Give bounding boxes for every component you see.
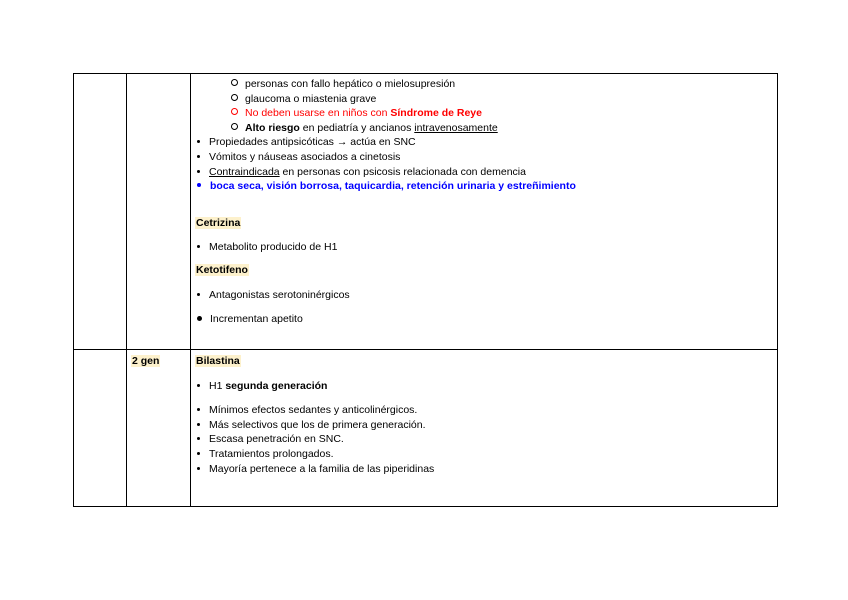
bullet-icon — [197, 384, 200, 387]
table-cell-empty — [74, 74, 127, 350]
table-row — [74, 74, 778, 350]
list-item: Vómitos y náuseas asociados a cinetosis — [195, 150, 773, 165]
table-cell-empty — [74, 350, 127, 507]
bullet-icon — [197, 245, 200, 248]
section-heading-bilastina: Bilastina — [196, 355, 240, 367]
bullet-icon — [197, 408, 200, 411]
table-row — [74, 350, 778, 507]
table-cell-empty — [127, 74, 191, 350]
sub-list-item: No deben usarse en niños con Síndrome de Reye — [195, 106, 773, 121]
circle-bullet-icon — [231, 123, 238, 130]
list-item: Más selectivos que los de primera generación. — [195, 418, 773, 433]
list-item: Tratamientos prolongados. — [195, 447, 773, 462]
list-item: H1 segunda generación — [195, 379, 773, 394]
bullet-icon — [197, 452, 200, 455]
section-heading-cetirizina: Cetrizina — [196, 216, 241, 229]
sub-list-item: glaucoma o miastenia grave — [195, 92, 773, 107]
list-item: boca seca, visión borrosa, taquicardia, retención urinaria y estreñimiento — [195, 179, 773, 194]
section-heading-ketotifeno: Ketotifeno — [196, 263, 248, 276]
table-cell-content — [191, 350, 778, 507]
list-item: Propiedades antipsicóticas → actúa en SNC — [195, 135, 773, 150]
table-cell-content — [191, 74, 778, 350]
table-cell-label — [127, 350, 191, 507]
list-item: Antagonistas serotoninérgicos — [195, 288, 773, 303]
sub-list-item: personas con fallo hepático o mielosupresión — [195, 77, 773, 92]
bullet-icon — [197, 183, 201, 187]
list-item: Metabolito producido de H1 — [195, 240, 773, 255]
bullet-icon — [197, 316, 202, 321]
list-item: Escasa penetración en SNC. — [195, 432, 773, 447]
list-item: Mayoría pertenece a la familia de las piperidinas — [195, 462, 773, 477]
bullet-icon — [197, 437, 200, 440]
bullet-icon — [197, 423, 200, 426]
bullet-icon — [197, 170, 200, 173]
circle-bullet-icon — [231, 94, 238, 101]
bullet-icon — [197, 293, 200, 296]
circle-bullet-icon — [231, 79, 238, 86]
list-item: Contraindicada en personas con psicosis relacionada con demencia — [195, 165, 773, 180]
generation-label: 2 gen — [132, 355, 160, 367]
sub-list-item: Alto riesgo en pediatría y ancianos intravenosamente — [195, 121, 773, 136]
list-item: Mínimos efectos sedantes y anticolinérgicos. — [195, 403, 773, 418]
drug-table — [73, 73, 778, 507]
list-item: Incrementan apetito — [195, 312, 773, 327]
bullet-icon — [197, 155, 200, 158]
bullet-icon — [197, 140, 200, 143]
circle-bullet-icon — [231, 108, 238, 115]
bullet-icon — [197, 467, 200, 470]
